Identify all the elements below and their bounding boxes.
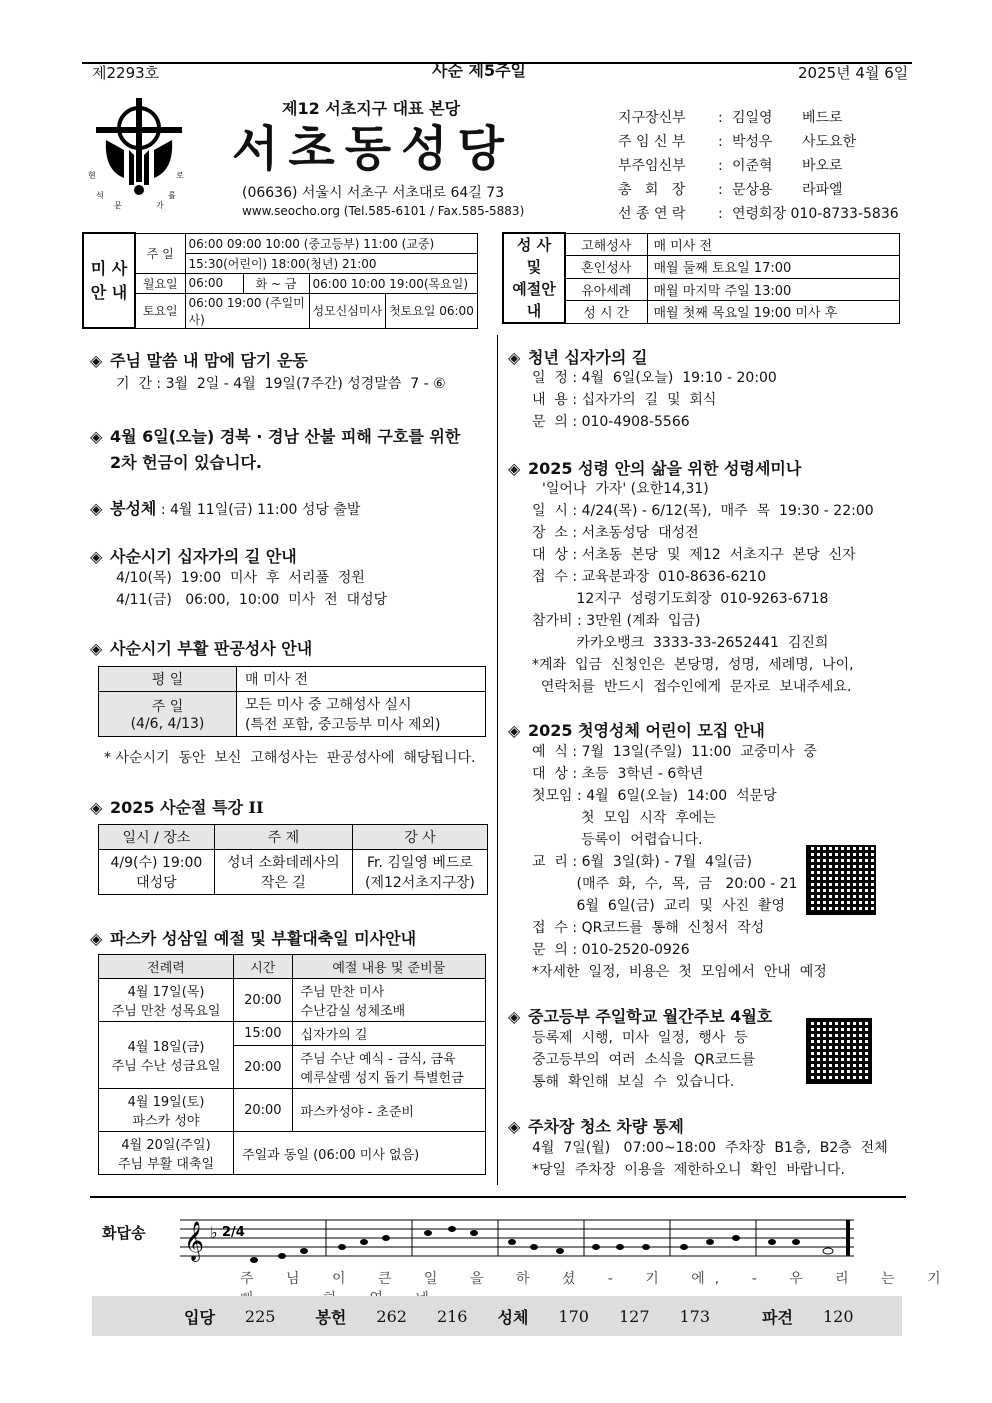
svg-text:석: 석 bbox=[96, 191, 104, 200]
sacrament-name: 혼인성사 bbox=[565, 256, 647, 279]
lecture-when: 4/9(수) 19:00 대성당 bbox=[99, 850, 215, 895]
weekday-value: 매 미사 전 bbox=[237, 667, 486, 692]
first-communion-line: 문 의 : 010-2520-0926 bbox=[532, 942, 690, 958]
psalm-label: 화답송 bbox=[102, 1224, 146, 1242]
youth-bulletin-title: ◈ 중고등부 주일학교 월간주보 4월호 bbox=[508, 1007, 773, 1026]
seminar-line: 접 수 : 교육분과장 010-8636-6210 bbox=[532, 569, 767, 585]
qr-code-icon[interactable] bbox=[806, 845, 876, 915]
first-communion-line: 접 수 : QR코드를 통해 신청서 작성 bbox=[532, 920, 765, 936]
youth-stations-title: ◈ 청년 십자가의 길 bbox=[508, 348, 648, 367]
youth-stations-line: 일 정 : 4월 6일(오늘) 19:10 - 20:00 bbox=[532, 370, 777, 386]
staff-saint: 라파엘 bbox=[802, 182, 843, 198]
staff-saint: 베드로 bbox=[802, 110, 843, 126]
staff-name: 이준혁 bbox=[732, 158, 773, 174]
seminar-line: 대 상 : 서초동 본당 및 제12 서초지구 본당 신자 bbox=[532, 547, 856, 563]
word-campaign-title: ◈ 주님 말씀 내 맘에 담기 운동 bbox=[90, 351, 308, 370]
seminar-line: 12지구 성령기도회장 010-9263-6718 bbox=[532, 591, 829, 607]
staff-role: 선 종 연 락 bbox=[618, 206, 686, 222]
day-cell: 4월 20일(주일) 주님 부활 대축일 bbox=[99, 1132, 234, 1175]
seminar-note: *계좌 입금 신청인은 본당명, 성명, 세례명, 나이, bbox=[532, 657, 854, 673]
dismissal-label: 파견 bbox=[762, 1307, 793, 1327]
svg-text:가: 가 bbox=[156, 201, 164, 210]
staff-row: 지구장신부 : 김일영 베드로 bbox=[618, 106, 899, 130]
staff-list bbox=[618, 106, 899, 226]
communion-label: 성체 bbox=[497, 1307, 529, 1327]
seminar-line: 카카오뱅크 3333-33-2652441 김진희 bbox=[532, 635, 829, 651]
youth-bulletin-line: 통해 확인해 보실 수 있습니다. bbox=[532, 1074, 735, 1090]
youth-stations-line: 문 의 : 010-4908-5566 bbox=[532, 414, 690, 430]
entrance-hymn: 225 bbox=[244, 1306, 276, 1326]
header-cell: 일시 / 장소 bbox=[99, 825, 215, 850]
staff-name: 김일영 bbox=[732, 110, 773, 126]
treble-clef-icon: 𝄞 bbox=[184, 1221, 205, 1261]
parish-contact: www.seocho.org (Tel.585-6101 / Fax.585-5883) bbox=[242, 204, 525, 218]
confession-table bbox=[98, 666, 486, 737]
first-saturday: 첫토요일 06:00 bbox=[386, 293, 478, 328]
parking-title: ◈ 주차장 청소 차량 통제 bbox=[508, 1117, 684, 1136]
day-cell: 4월 18일(금) 주님 수난 성금요일 bbox=[99, 1022, 234, 1089]
header-cell: 주 제 bbox=[214, 825, 352, 850]
weekday-times: 06:00 10:00 19:00(목요일) bbox=[309, 273, 477, 293]
staff-row: 주 임 신 부 : 박성우 사도요한 bbox=[618, 130, 899, 154]
sacrament-time: 매월 둘째 토요일 17:00 bbox=[647, 256, 899, 279]
staff-role: 총 회 장 bbox=[618, 182, 686, 198]
svg-text:♭: ♭ bbox=[210, 1223, 218, 1242]
wildfire-collection-title: ◈ 4월 6일(오늘) 경북 · 경남 산불 피해 구호를 위한 bbox=[90, 427, 461, 446]
time-cell: 15:00 bbox=[234, 1022, 293, 1046]
sacrament-name: 고해성사 bbox=[565, 233, 647, 256]
header-cell: 강 사 bbox=[352, 825, 487, 850]
saturday-times: 06:00 19:00 (주일미사) bbox=[185, 293, 309, 328]
first-communion-line: 대 상 : 초등 3학년 - 6학년 bbox=[532, 766, 704, 782]
staff-saint: 사도요한 bbox=[802, 134, 857, 150]
rite-cell: 주님 수난 예식 - 금식, 금육 예루살렘 성지 돕기 특별헌금 bbox=[292, 1046, 485, 1089]
parish-subtitle: 제12 서초지구 대표 본당 bbox=[282, 99, 461, 118]
diamond-icon: ◈ bbox=[508, 459, 521, 478]
first-communion-title: ◈ 2025 첫영성체 어린이 모집 안내 bbox=[508, 721, 765, 740]
diamond-icon: ◈ bbox=[90, 929, 103, 948]
staff-role: 지구장신부 bbox=[618, 110, 686, 126]
svg-text:롤: 롤 bbox=[168, 191, 176, 200]
seminar-subtitle: '일어나 가자' (요한14,31) bbox=[542, 481, 709, 497]
header-cell: 시간 bbox=[234, 955, 293, 979]
monday-times: 06:00 bbox=[185, 273, 243, 293]
mass-schedule-table bbox=[82, 232, 478, 329]
wildfire-collection-note: 2차 헌금이 있습니다. bbox=[110, 453, 262, 472]
diamond-icon: ◈ bbox=[508, 1117, 521, 1136]
entrance-label: 입당 bbox=[184, 1307, 215, 1327]
hymn-numbers-bar bbox=[92, 1296, 902, 1336]
sacrament-name: 유아세례 bbox=[565, 278, 647, 301]
stations-title: ◈ 사순시기 십자가의 길 안내 bbox=[90, 547, 297, 566]
seminar-title: ◈ 2025 성령 안의 삶을 위한 성령세미나 bbox=[508, 459, 802, 478]
time-cell: 20:00 bbox=[234, 979, 293, 1022]
staff-name: 박성우 bbox=[732, 134, 773, 150]
lecture-table bbox=[98, 824, 488, 895]
communion-hymn: 173 bbox=[679, 1306, 711, 1326]
seminar-line: 일 시 : 4/24(목) - 6/12(목), 매주 목 19:30 - 22:00 bbox=[532, 503, 874, 519]
rite-cell: 파스카성야 - 초준비 bbox=[292, 1089, 485, 1132]
seminar-line: 참가비 : 3만원 (계좌 입금) bbox=[532, 613, 701, 629]
header-cell: 예절 내용 및 준비물 bbox=[292, 955, 485, 979]
weekday-cell: 평 일 bbox=[99, 667, 237, 692]
parking-line: 4월 7일(월) 07:00~18:00 주차장 B1층, B2층 전체 bbox=[532, 1140, 888, 1156]
communion-hymn: 170 bbox=[558, 1306, 589, 1326]
communion-visit: ◈ 봉성체 : 4월 11일(금) 11:00 성당 출발 bbox=[90, 499, 361, 518]
triduum-table bbox=[98, 954, 486, 1175]
time-signature: 2/4 bbox=[222, 1225, 245, 1240]
sacrament-name: 성 시 간 bbox=[565, 301, 647, 324]
staff-row: 선 종 연 락 : 연령회장 010-8733-5836 bbox=[618, 202, 899, 226]
diamond-icon: ◈ bbox=[90, 547, 103, 566]
first-communion-line: 등록이 어렵습니다. bbox=[532, 832, 703, 848]
lecture-title: ◈ 2025 사순절 특강 II bbox=[90, 798, 264, 817]
first-communion-line: 교 리 : 6월 3일(화) - 7월 4일(금) bbox=[532, 854, 752, 870]
lecture-topic: 성녀 소화데레사의 작은 길 bbox=[214, 850, 352, 895]
parish-address: (06636) 서울시 서초구 서초대로 64길 73 bbox=[242, 185, 505, 201]
youth-stations-line: 내 용 : 십자가의 길 및 회식 bbox=[532, 392, 717, 408]
sunday-label: 주 일 bbox=[135, 233, 185, 273]
word-campaign-period: 기 간 : 3월 2일 - 4월 19일(7주간) 성경말씀 7 - ⑥ bbox=[116, 376, 446, 392]
rite-cell: 십자가의 길 bbox=[292, 1022, 485, 1046]
diamond-icon: ◈ bbox=[508, 1007, 521, 1026]
youth-bulletin-line: 중고등부의 여러 소식을 QR코드를 bbox=[532, 1052, 756, 1068]
diamond-icon: ◈ bbox=[508, 721, 521, 740]
sunday-times-2: 15:30(어린이) 18:00(청년) 21:00 bbox=[185, 253, 477, 273]
time-cell: 20:00 bbox=[234, 1089, 293, 1132]
diamond-icon: ◈ bbox=[508, 348, 521, 367]
bulletin-date: 2025년 4월 6일 bbox=[798, 64, 909, 82]
psalm-staff bbox=[180, 1214, 860, 1270]
saturday-label: 토요일 bbox=[135, 293, 185, 328]
footer-divider bbox=[90, 1196, 906, 1198]
mass-label: 미 사 안 내 bbox=[83, 233, 135, 328]
sacrament-time: 매월 마지막 주일 13:00 bbox=[647, 278, 899, 301]
svg-text:로: 로 bbox=[176, 171, 184, 180]
staff-row: 총 회 장 : 문상용 라파엘 bbox=[618, 178, 899, 202]
first-communion-line: (매주 화, 수, 목, 금 20:00 - 21 bbox=[532, 876, 798, 892]
diamond-icon: ◈ bbox=[90, 427, 103, 446]
diamond-icon: ◈ bbox=[90, 351, 103, 370]
staff-name: 연령회장 010-8733-5836 bbox=[732, 206, 899, 222]
psalm-lyrics: 주 님 이 큰 일 을 하 셨 - 기 에, - 우 리 는 기 bbox=[240, 1271, 951, 1287]
seminar-line: 장 소 : 서초동성당 대성전 bbox=[532, 525, 699, 541]
sunday-value: 모든 미사 중 고해성사 실시 (특전 포함, 중고등부 미사 제외) bbox=[237, 692, 486, 737]
parking-note: *당일 주차장 이용을 제한하오니 확인 바랍니다. bbox=[532, 1162, 845, 1178]
offertory-hymn: 216 bbox=[436, 1306, 468, 1326]
day-cell: 4월 19일(토) 파스카 성야 bbox=[99, 1089, 234, 1132]
sacraments-table bbox=[502, 232, 900, 324]
seminar-note: 연락처를 반드시 접수인에게 문자로 보내주세요. bbox=[532, 679, 852, 695]
header-divider bbox=[82, 62, 912, 64]
issue-number: 제2293호 bbox=[92, 64, 160, 82]
diamond-icon: ◈ bbox=[90, 798, 103, 817]
sunday-cell: 주 일 (4/6, 4/13) bbox=[99, 692, 237, 737]
first-communion-line: 예 식 : 7월 13일(주일) 11:00 교중미사 중 bbox=[532, 744, 817, 760]
offertory-hymn: 262 bbox=[376, 1306, 407, 1326]
first-communion-line: 첫 모임 시작 후에는 bbox=[532, 810, 716, 826]
staff-name: 문상용 bbox=[732, 182, 773, 198]
parish-logo-icon bbox=[84, 90, 194, 210]
svg-text:문: 문 bbox=[114, 201, 122, 210]
first-communion-line: 첫모임 : 4월 6일(오늘) 14:00 석문당 bbox=[532, 788, 777, 804]
staff-saint: 바오로 bbox=[802, 158, 843, 174]
marian-mass: 성모신심미사 bbox=[309, 293, 386, 328]
stations-line-2: 4/11(금) 06:00, 10:00 미사 전 대성당 bbox=[116, 592, 388, 608]
offertory-label: 봉헌 bbox=[315, 1307, 347, 1327]
parish-title: 서초동성당 bbox=[232, 121, 514, 177]
day-cell: 4월 17일(목) 주님 만찬 성목요일 bbox=[99, 979, 234, 1022]
confession-title: ◈ 사순시기 부활 판공성사 안내 bbox=[90, 639, 313, 658]
svg-text:현: 현 bbox=[88, 171, 96, 180]
column-divider bbox=[497, 335, 498, 1185]
staff-row: 부주임신부 : 이준혁 바오로 bbox=[618, 154, 899, 178]
staff-role: 부주임신부 bbox=[618, 158, 686, 174]
header-cell: 전례력 bbox=[99, 955, 234, 979]
diamond-icon: ◈ bbox=[90, 639, 103, 658]
monday-label: 월요일 bbox=[135, 273, 185, 293]
sunday-times-1: 06:00 09:00 10:00 (중고등부) 11:00 (교중) bbox=[185, 233, 477, 253]
stations-line-1: 4/10(목) 19:00 미사 후 서리풀 정원 bbox=[116, 570, 365, 586]
dismissal-hymn: 120 bbox=[822, 1306, 854, 1326]
youth-bulletin-line: 등록제 시행, 미사 일정, 행사 등 bbox=[532, 1030, 748, 1046]
diamond-icon: ◈ bbox=[90, 499, 103, 518]
triduum-title: ◈ 파스카 성삼일 예절 및 부활대축일 미사안내 bbox=[90, 929, 417, 948]
time-cell: 20:00 bbox=[234, 1046, 293, 1089]
sacrament-time: 매월 첫째 목요일 19:00 미사 후 bbox=[647, 301, 899, 324]
first-communion-line: 6월 6일(금) 교리 및 사진 촬영 bbox=[532, 898, 785, 914]
rite-cell: 주님 만찬 미사 수난감실 성체조배 bbox=[292, 979, 485, 1022]
confession-note: * 사순시기 동안 보신 고해성사는 판공성사에 해당됩니다. bbox=[104, 750, 476, 766]
rite-cell: 주일과 동일 (06:00 미사 없음) bbox=[234, 1132, 486, 1175]
sacrament-time: 매 미사 전 bbox=[647, 233, 899, 256]
communion-hymn: 127 bbox=[618, 1306, 650, 1326]
lecture-speaker: Fr. 김일영 베드로 (제12서초지구장) bbox=[352, 850, 487, 895]
sacraments-label: 성 사 및 예절안내 bbox=[503, 233, 565, 323]
first-communion-note: *자세한 일정, 비용은 첫 모임에서 안내 예정 bbox=[532, 964, 827, 980]
liturgical-season: 사순 제5주일 bbox=[432, 61, 526, 80]
weekday-label: 화 ~ 금 bbox=[243, 273, 309, 293]
staff-role: 주 임 신 부 bbox=[618, 134, 686, 150]
qr-code-icon[interactable] bbox=[806, 1018, 872, 1084]
